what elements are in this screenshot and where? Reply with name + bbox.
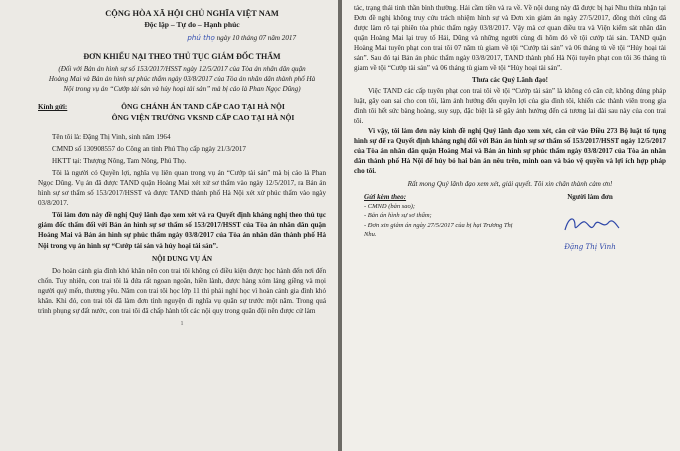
paragraph-content: Do hoàn cảnh gia đình khó khăn nên con trai tôi không có điều kiện được học hành đến nơi đến chốn. Tuy nhiên, con trai tôi là đứa rất ngoan ngoãn, hiền lành, được hàng xóm láng giềng và mọi người quý mến, thương yêu. Năm con trai tôi học lớp 11 thì phải nghỉ học vì hoàn cảnh gia đình khó khăn. Khi đó, con trai tôi đã làm đơn tình nguyện đi nghĩa vụ quân sự trước một năm. Trong quá trình phụng sự đất nước, con trai tôi đã chấp hành tốt các nội quy trong quân đội nên được cử làm [38, 266, 326, 315]
addressee-list [80, 102, 326, 124]
attachments-list [354, 192, 514, 252]
document-title: ĐƠN KHIẾU NẠI THEO THỦ TỤC GIÁM ĐỐC THẨM [83, 51, 281, 61]
attachments-title: Gửi kèm theo: [364, 193, 407, 202]
left-page [0, 0, 338, 451]
name-line: Tên tôi là: Đặng Thị Vinh, sinh năm 1964 [52, 132, 171, 141]
paragraph-case-details: tác, trạng thái tinh thần bình thường. Hải cầm tiền và ra về. Về nội dung này đã được bị hại Nhu thừa nhận tại Đơn đề nghị không truy cứu trách nhiệm hình sự và Đơn xin giảm án ngày 27/5/2017, đồng thời cũng đã được làm rõ tại phiên tòa phúc thẩm ngày 03/8/2017. Vậy mà cơ quan điều tra và Viện kiểm sát nhân dân quận Hoàng Mai lại truy tố Hải, Dũng và những người cùng đi hôm đó về tội cướp tài sản. TAND quận Hoàng Mai tuyên phạt con trai tôi 07 năm tù giam về tội “Cướp tài sản” và 06 tháng tù về tội “Hủy hoại tài sản”. Sau đó tại Bản án phúc thẩm ngày 03/8/2017, TAND thành phố Hà Nội tuyên phạt con tôi 36 tháng tù giam về tội “Cướp tài sản” và 06 tháng tù giam về tội “Hủy hoại tài sản”. [354, 4, 666, 73]
attachment-item: - Đơn xin giảm án ngày 27/5/2017 của bị hại Trương Thị Nhu. [364, 221, 513, 238]
republic-heading: CỘNG HÒA XÃ HỘI CHỦ NGHĨA VIỆT NAM [105, 9, 279, 18]
attachment-item: - Bản án hình sự sơ thẩm; [364, 212, 432, 220]
document-subtitle: (Đối với Bản án hình sự số 153/2017/HSST ngày 12/5/2017 của Tòa án nhân dân quận Hoàng Mai và Bản án hình sự phúc thẩm ngày 03/8/2017 của Tòa án nhân dân thành phố Hà Nội trong vụ án “Cướp tài sản và hủy hoại tài sản” mà bị cáo là Phan Ngọc Dũng) [48, 65, 316, 94]
greeting: Thưa các Quý Lãnh đạo! [472, 76, 548, 85]
paragraph-petition: Vì vậy, tôi làm đơn này kính đề nghị Quý lãnh đạo xem xét, căn cứ vào Điều 273 Bộ luật tố tụng hình sự để ra Quyết định kháng nghị đối với Bản án hình sự sơ thẩm số 153/2017/HSST ngày 12/5/2017 của Tòa án nhân dân quận Hoàng Mai và Bản án hình sự phúc thẩm ngày 03/8/2017 của Tòa án nhân dân thành phố Hà Nội để hủy bỏ hai bản án nêu trên, minh oan và bảo vệ quyền và lợi ích hợp pháp cho tôi. [354, 126, 666, 175]
date-line [38, 33, 326, 43]
signer-title: Người làm đơn [567, 193, 613, 202]
addressee-2: ÔNG VIỆN TRƯỞNG VKSND CẤP CAO TẠI HÀ NỘI [111, 113, 295, 123]
handwritten-place: phú thọ [187, 32, 215, 42]
signer-block [514, 192, 666, 252]
addressee-label: Kính gửi: [38, 103, 68, 112]
right-page [342, 0, 680, 451]
paragraph-request: Tôi làm đơn này đề nghị Quý lãnh đạo xem xét và ra Quyết định kháng nghị theo thủ tục giám đốc thẩm đối với Bản án hình sự sơ thẩm số 153/2017/HSST của Tòa án nhân dân quận Hoàng Mai và Bản án hình sự phúc thẩm ngày 03/8/2017 của Tòa án nhân dân thành phố Hà Nội trong vụ án hình sự “Cướp tài sản và hủy hoại tài sản”. [38, 211, 326, 250]
paragraph-intro: Tôi là người có Quyền lợi, nghĩa vụ liên quan trong vụ án “Cướp tài sản” mà bị cáo là Phan Ngọc Dũng. Vụ án đã được TAND quận Hoàng Mai xét xử sơ thẩm vào ngày 12/5/2017, ra Bản án hình sự sơ thẩm số 153/2017/HSST và được TAND thành phố Hà Nội xét xử phúc thẩm vào ngày 03/8/2017. [38, 169, 326, 208]
page-number: 1 [180, 320, 184, 327]
motto-heading: Độc lập – Tự do – Hạnh phúc [144, 19, 240, 29]
footer-block [354, 192, 666, 252]
addressee-block [38, 102, 326, 124]
signer-name: Đặng Thị Vinh [564, 242, 616, 252]
addressee-1: ÔNG CHÁNH ÁN TAND CẤP CAO TẠI HÀ NỘI [121, 102, 285, 112]
section-title: NỘI DUNG VỤ ÁN [152, 254, 212, 263]
residence-line: HKTT tại: Thượng Nông, Tam Nông, Phú Thọ. [52, 157, 187, 165]
paragraph-argument: Việc TAND các cấp tuyên phạt con trai tôi về tội “Cướp tài sản” là không có căn cứ, không đúng pháp luật, gây oan sai cho con tôi, làm ảnh hưởng đến quyền lợi của gia đình tôi, khiến các thành viên trong gia đình tôi hết sức bàng hoàng, suy sụp, đặc biệt là sẽ gây ảnh hưởng đến cả tương lai dài sau này của con trai tôi. [354, 86, 666, 125]
signature-icon [545, 212, 635, 238]
date-text: ngày 10 tháng 07 năm 2017 [216, 33, 296, 42]
id-card-line: CMND số 130908557 do Công an tỉnh Phú Thọ cấp ngày 21/3/2017 [52, 144, 246, 153]
closing-line: Rất mong Quý lãnh đạo xem xét, giải quyết. Tôi xin chân thành cảm ơn! [407, 180, 613, 189]
attachment-item: - CMND (bản sao); [364, 203, 416, 211]
